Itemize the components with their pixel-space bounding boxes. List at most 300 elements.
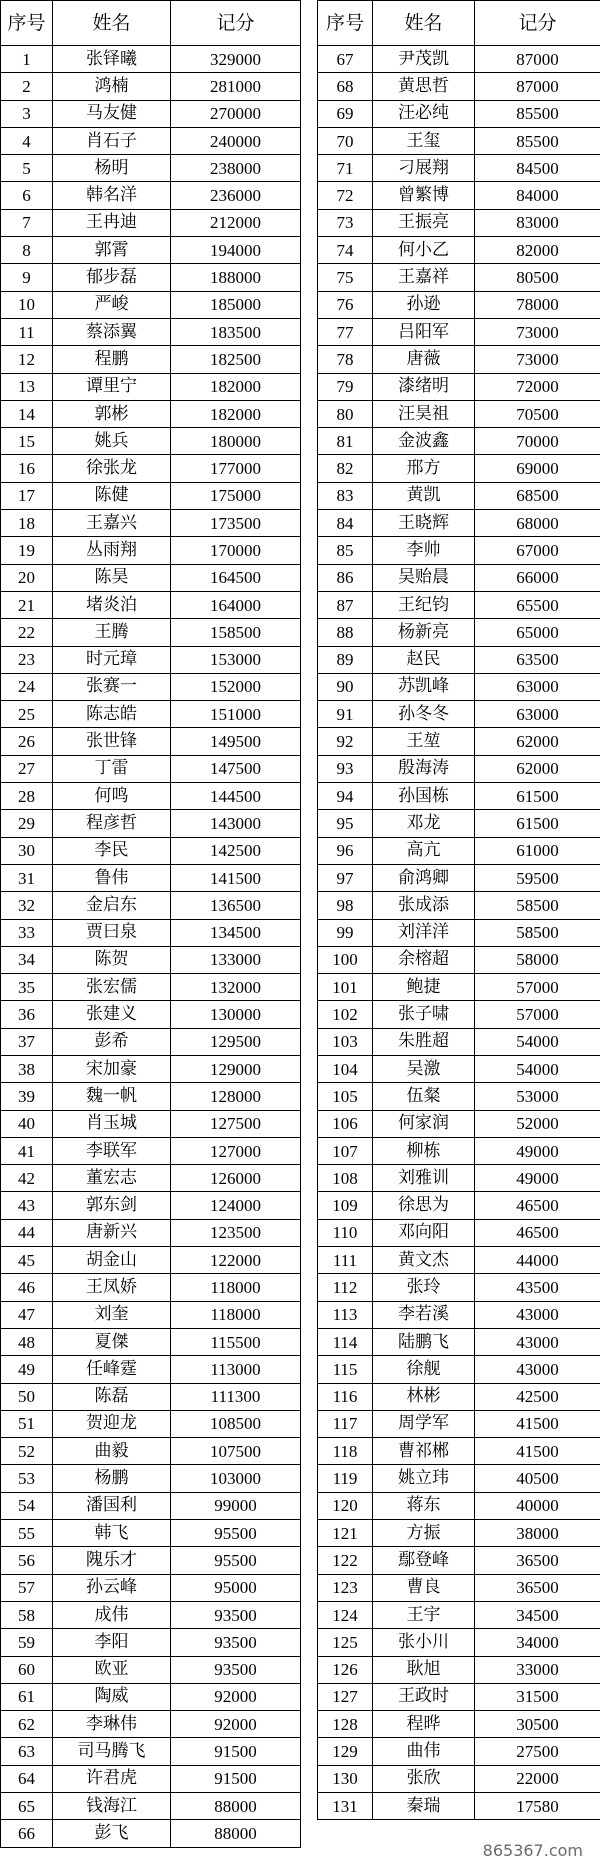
row-score: 80500 xyxy=(475,264,600,291)
table-row xyxy=(318,510,600,537)
row-name: 隗乐才 xyxy=(53,1547,171,1574)
row-score: 92000 xyxy=(171,1711,301,1738)
row-score: 182500 xyxy=(171,346,301,373)
header-row xyxy=(1,1,301,46)
table-row xyxy=(1,264,301,291)
row-score: 46500 xyxy=(475,1219,600,1246)
row-index: 83 xyxy=(318,482,373,509)
row-score: 58500 xyxy=(475,892,600,919)
row-name: 胡金山 xyxy=(53,1247,171,1274)
table-row xyxy=(1,482,301,509)
table-row xyxy=(318,1028,600,1055)
row-index: 39 xyxy=(1,1083,53,1110)
row-score: 57000 xyxy=(475,974,600,1001)
row-name: 张建义 xyxy=(53,1001,171,1028)
row-name: 丛雨翔 xyxy=(53,537,171,564)
row-score: 67000 xyxy=(475,537,600,564)
row-score: 83000 xyxy=(475,209,600,236)
row-name: 黄凯 xyxy=(373,482,475,509)
row-index: 23 xyxy=(1,646,53,673)
table-row xyxy=(1,1028,301,1055)
row-score: 133000 xyxy=(171,946,301,973)
row-score: 62000 xyxy=(475,728,600,755)
row-name: 汪昊祖 xyxy=(373,400,475,427)
row-index: 116 xyxy=(318,1383,373,1410)
row-name: 曹良 xyxy=(373,1574,475,1601)
row-index: 42 xyxy=(1,1165,53,1192)
row-index: 51 xyxy=(1,1410,53,1437)
row-score: 92000 xyxy=(171,1683,301,1710)
row-name: 谭里宁 xyxy=(53,373,171,400)
table-row xyxy=(1,646,301,673)
row-name: 司马腾飞 xyxy=(53,1738,171,1765)
row-index: 36 xyxy=(1,1001,53,1028)
row-index: 94 xyxy=(318,783,373,810)
row-index: 96 xyxy=(318,837,373,864)
table-row xyxy=(1,673,301,700)
row-name: 张成添 xyxy=(373,892,475,919)
row-score: 17580 xyxy=(475,1793,600,1820)
table-row xyxy=(318,919,600,946)
row-score: 87000 xyxy=(475,73,600,100)
row-index: 16 xyxy=(1,455,53,482)
row-index: 59 xyxy=(1,1629,53,1656)
row-score: 41500 xyxy=(475,1438,600,1465)
row-name: 张宏儒 xyxy=(53,974,171,1001)
row-score: 134500 xyxy=(171,919,301,946)
row-name: 王玺 xyxy=(373,127,475,154)
table-row xyxy=(1,400,301,427)
row-index: 105 xyxy=(318,1083,373,1110)
row-index: 130 xyxy=(318,1765,373,1792)
table-row xyxy=(1,1137,301,1164)
row-index: 60 xyxy=(1,1656,53,1683)
row-name: 陈贺 xyxy=(53,946,171,973)
row-index: 118 xyxy=(318,1438,373,1465)
row-score: 129500 xyxy=(171,1028,301,1055)
table-row xyxy=(1,373,301,400)
table-row xyxy=(318,1247,600,1274)
row-name: 张铎曦 xyxy=(53,46,171,73)
table-row xyxy=(1,1438,301,1465)
row-index: 95 xyxy=(318,810,373,837)
table-row xyxy=(1,701,301,728)
row-name: 吴贻晨 xyxy=(373,564,475,591)
row-score: 38000 xyxy=(475,1520,600,1547)
table-row xyxy=(1,1083,301,1110)
row-name: 潘国利 xyxy=(53,1492,171,1519)
table-row xyxy=(318,1055,600,1082)
row-index: 15 xyxy=(1,428,53,455)
table-row xyxy=(318,1356,600,1383)
row-index: 80 xyxy=(318,400,373,427)
row-index: 31 xyxy=(1,864,53,891)
row-index: 102 xyxy=(318,1001,373,1028)
row-index: 3 xyxy=(1,100,53,127)
row-index: 32 xyxy=(1,892,53,919)
table-row xyxy=(1,1410,301,1437)
table-row xyxy=(318,400,600,427)
row-name: 刘雅训 xyxy=(373,1165,475,1192)
row-score: 188000 xyxy=(171,264,301,291)
row-index: 43 xyxy=(1,1192,53,1219)
row-name: 贾曰泉 xyxy=(53,919,171,946)
row-index: 6 xyxy=(1,182,53,209)
row-score: 170000 xyxy=(171,537,301,564)
row-index: 86 xyxy=(318,564,373,591)
row-index: 20 xyxy=(1,564,53,591)
row-score: 53000 xyxy=(475,1083,600,1110)
row-score: 27500 xyxy=(475,1738,600,1765)
row-name: 韩飞 xyxy=(53,1520,171,1547)
table-row xyxy=(318,264,600,291)
table-row xyxy=(318,946,600,973)
table-row xyxy=(1,974,301,1001)
row-name: 王腾 xyxy=(53,619,171,646)
row-name: 方振 xyxy=(373,1520,475,1547)
row-index: 45 xyxy=(1,1247,53,1274)
header-name: 姓名 xyxy=(373,1,475,46)
row-name: 许君虎 xyxy=(53,1765,171,1792)
table-row xyxy=(1,1820,301,1847)
table-row xyxy=(318,373,600,400)
row-name: 杨鹏 xyxy=(53,1465,171,1492)
row-index: 1 xyxy=(1,46,53,73)
row-index: 85 xyxy=(318,537,373,564)
row-score: 49000 xyxy=(475,1165,600,1192)
table-row xyxy=(1,1219,301,1246)
table-row xyxy=(318,291,600,318)
row-name: 陈健 xyxy=(53,482,171,509)
row-name: 刘洋洋 xyxy=(373,919,475,946)
row-index: 29 xyxy=(1,810,53,837)
row-index: 78 xyxy=(318,346,373,373)
table-row xyxy=(318,646,600,673)
row-score: 182000 xyxy=(171,373,301,400)
table-row xyxy=(318,1274,600,1301)
row-name: 程彦哲 xyxy=(53,810,171,837)
row-index: 109 xyxy=(318,1192,373,1219)
row-index: 12 xyxy=(1,346,53,373)
table-row xyxy=(318,1383,600,1410)
table-row xyxy=(318,1301,600,1328)
row-index: 99 xyxy=(318,919,373,946)
table-row xyxy=(1,127,301,154)
row-score: 69000 xyxy=(475,455,600,482)
row-index: 72 xyxy=(318,182,373,209)
row-name: 王嘉祥 xyxy=(373,264,475,291)
row-index: 61 xyxy=(1,1683,53,1710)
row-index: 56 xyxy=(1,1547,53,1574)
row-index: 107 xyxy=(318,1137,373,1164)
row-score: 78000 xyxy=(475,291,600,318)
table-row xyxy=(1,291,301,318)
row-name: 金启东 xyxy=(53,892,171,919)
table-row xyxy=(318,482,600,509)
row-score: 95500 xyxy=(171,1520,301,1547)
row-index: 55 xyxy=(1,1520,53,1547)
row-score: 46500 xyxy=(475,1192,600,1219)
row-index: 65 xyxy=(1,1793,53,1820)
table-row xyxy=(318,864,600,891)
row-name: 陆鹏飞 xyxy=(373,1328,475,1355)
row-index: 76 xyxy=(318,291,373,318)
row-score: 58500 xyxy=(475,919,600,946)
row-index: 106 xyxy=(318,1110,373,1137)
row-score: 95500 xyxy=(171,1547,301,1574)
row-score: 118000 xyxy=(171,1274,301,1301)
row-score: 61500 xyxy=(475,810,600,837)
table-row xyxy=(1,837,301,864)
row-score: 63000 xyxy=(475,673,600,700)
row-index: 73 xyxy=(318,209,373,236)
row-name: 丁雷 xyxy=(53,755,171,782)
row-index: 74 xyxy=(318,237,373,264)
header-index: 序号 xyxy=(318,1,373,46)
row-index: 30 xyxy=(1,837,53,864)
table-row xyxy=(318,237,600,264)
table-row xyxy=(318,1656,600,1683)
row-score: 115500 xyxy=(171,1328,301,1355)
row-index: 2 xyxy=(1,73,53,100)
row-index: 79 xyxy=(318,373,373,400)
row-score: 130000 xyxy=(171,1001,301,1028)
row-name: 成伟 xyxy=(53,1601,171,1628)
table-row xyxy=(1,619,301,646)
row-score: 58000 xyxy=(475,946,600,973)
row-score: 54000 xyxy=(475,1055,600,1082)
row-index: 22 xyxy=(1,619,53,646)
row-score: 122000 xyxy=(171,1247,301,1274)
row-name: 陶威 xyxy=(53,1683,171,1710)
row-index: 92 xyxy=(318,728,373,755)
row-name: 王堃 xyxy=(373,728,475,755)
row-name: 刘奎 xyxy=(53,1301,171,1328)
table-row xyxy=(1,1793,301,1820)
row-score: 68500 xyxy=(475,482,600,509)
row-index: 128 xyxy=(318,1711,373,1738)
row-score: 43000 xyxy=(475,1301,600,1328)
row-score: 152000 xyxy=(171,673,301,700)
table-row xyxy=(318,46,600,73)
table-row xyxy=(318,1137,600,1164)
table-row xyxy=(318,755,600,782)
row-score: 68000 xyxy=(475,510,600,537)
row-index: 49 xyxy=(1,1356,53,1383)
table-row xyxy=(318,783,600,810)
row-score: 173500 xyxy=(171,510,301,537)
row-name: 王嘉兴 xyxy=(53,510,171,537)
table-row xyxy=(318,1711,600,1738)
row-index: 129 xyxy=(318,1738,373,1765)
row-name: 欧亚 xyxy=(53,1656,171,1683)
row-name: 郭彬 xyxy=(53,400,171,427)
row-index: 111 xyxy=(318,1247,373,1274)
row-score: 43000 xyxy=(475,1328,600,1355)
row-name: 蔡添翼 xyxy=(53,318,171,345)
table-row xyxy=(1,1711,301,1738)
row-index: 84 xyxy=(318,510,373,537)
row-score: 65500 xyxy=(475,591,600,618)
row-index: 110 xyxy=(318,1219,373,1246)
row-name: 杨新亮 xyxy=(373,619,475,646)
row-name: 郭霄 xyxy=(53,237,171,264)
row-score: 91500 xyxy=(171,1765,301,1792)
row-score: 212000 xyxy=(171,209,301,236)
table-row xyxy=(1,1001,301,1028)
row-score: 93500 xyxy=(171,1656,301,1683)
row-name: 贺迎龙 xyxy=(53,1410,171,1437)
row-name: 李民 xyxy=(53,837,171,864)
row-index: 57 xyxy=(1,1574,53,1601)
table-row xyxy=(1,1356,301,1383)
row-index: 34 xyxy=(1,946,53,973)
row-name: 鸿楠 xyxy=(53,73,171,100)
row-name: 尹茂凯 xyxy=(373,46,475,73)
row-score: 124000 xyxy=(171,1192,301,1219)
row-index: 4 xyxy=(1,127,53,154)
row-index: 19 xyxy=(1,537,53,564)
table-row xyxy=(1,537,301,564)
row-score: 144500 xyxy=(171,783,301,810)
table-row xyxy=(1,73,301,100)
table-row xyxy=(318,1629,600,1656)
row-score: 194000 xyxy=(171,237,301,264)
row-score: 22000 xyxy=(475,1765,600,1792)
row-name: 严峻 xyxy=(53,291,171,318)
table-row xyxy=(318,1793,600,1820)
table-row xyxy=(1,1383,301,1410)
row-name: 徐思为 xyxy=(373,1192,475,1219)
row-name: 金波鑫 xyxy=(373,428,475,455)
row-name: 郭东剑 xyxy=(53,1192,171,1219)
row-score: 238000 xyxy=(171,155,301,182)
row-name: 张欣 xyxy=(373,1765,475,1792)
row-score: 82000 xyxy=(475,237,600,264)
row-name: 任峰霆 xyxy=(53,1356,171,1383)
table-row xyxy=(318,318,600,345)
row-score: 164500 xyxy=(171,564,301,591)
table-row xyxy=(1,591,301,618)
row-name: 朱胜超 xyxy=(373,1028,475,1055)
table-row xyxy=(1,237,301,264)
row-score: 128000 xyxy=(171,1083,301,1110)
row-index: 14 xyxy=(1,400,53,427)
row-score: 30500 xyxy=(475,1711,600,1738)
row-score: 88000 xyxy=(171,1820,301,1847)
table-row xyxy=(1,1328,301,1355)
row-name: 孙冬冬 xyxy=(373,701,475,728)
table-row xyxy=(318,155,600,182)
row-score: 63000 xyxy=(475,701,600,728)
row-score: 57000 xyxy=(475,1001,600,1028)
row-score: 40000 xyxy=(475,1492,600,1519)
row-score: 136500 xyxy=(171,892,301,919)
row-name: 苏凯峰 xyxy=(373,673,475,700)
row-name: 陈昊 xyxy=(53,564,171,591)
table-row xyxy=(1,1465,301,1492)
row-score: 70000 xyxy=(475,428,600,455)
row-name: 张世锋 xyxy=(53,728,171,755)
row-index: 5 xyxy=(1,155,53,182)
table-row xyxy=(318,673,600,700)
row-name: 时元璋 xyxy=(53,646,171,673)
row-name: 李琳伟 xyxy=(53,1711,171,1738)
table-row xyxy=(318,100,600,127)
row-name: 郁步磊 xyxy=(53,264,171,291)
table-row xyxy=(318,428,600,455)
table-row xyxy=(318,564,600,591)
row-score: 93500 xyxy=(171,1601,301,1628)
row-score: 40500 xyxy=(475,1465,600,1492)
row-index: 66 xyxy=(1,1820,53,1847)
row-score: 43000 xyxy=(475,1356,600,1383)
row-name: 彭飞 xyxy=(53,1820,171,1847)
row-name: 韩名洋 xyxy=(53,182,171,209)
row-name: 黄思哲 xyxy=(373,73,475,100)
row-index: 93 xyxy=(318,755,373,782)
row-index: 127 xyxy=(318,1683,373,1710)
table-row xyxy=(1,1110,301,1137)
row-score: 33000 xyxy=(475,1656,600,1683)
row-score: 42500 xyxy=(475,1383,600,1410)
table-row xyxy=(318,537,600,564)
row-name: 林彬 xyxy=(373,1383,475,1410)
row-index: 48 xyxy=(1,1328,53,1355)
row-score: 281000 xyxy=(171,73,301,100)
row-index: 126 xyxy=(318,1656,373,1683)
table-row xyxy=(318,1410,600,1437)
row-name: 夏傑 xyxy=(53,1328,171,1355)
row-index: 98 xyxy=(318,892,373,919)
row-name: 孙逊 xyxy=(373,291,475,318)
row-index: 89 xyxy=(318,646,373,673)
table-row xyxy=(318,892,600,919)
row-score: 103000 xyxy=(171,1465,301,1492)
row-score: 270000 xyxy=(171,100,301,127)
row-score: 88000 xyxy=(171,1793,301,1820)
table-row xyxy=(318,1165,600,1192)
row-name: 魏一帆 xyxy=(53,1083,171,1110)
table-row xyxy=(1,1547,301,1574)
row-name: 何家润 xyxy=(373,1110,475,1137)
row-name: 肖石子 xyxy=(53,127,171,154)
row-index: 77 xyxy=(318,318,373,345)
row-index: 100 xyxy=(318,946,373,973)
row-index: 40 xyxy=(1,1110,53,1137)
row-index: 88 xyxy=(318,619,373,646)
table-row xyxy=(1,1247,301,1274)
table-row xyxy=(1,1274,301,1301)
row-index: 113 xyxy=(318,1301,373,1328)
row-index: 82 xyxy=(318,455,373,482)
row-name: 余榕超 xyxy=(373,946,475,973)
row-name: 姚兵 xyxy=(53,428,171,455)
table-row xyxy=(1,1574,301,1601)
table-row xyxy=(318,837,600,864)
table-row xyxy=(1,564,301,591)
row-name: 汪必纯 xyxy=(373,100,475,127)
row-name: 王政时 xyxy=(373,1683,475,1710)
row-score: 84500 xyxy=(475,155,600,182)
row-score: 73000 xyxy=(475,346,600,373)
row-score: 153000 xyxy=(171,646,301,673)
row-score: 59500 xyxy=(475,864,600,891)
row-score: 49000 xyxy=(475,1137,600,1164)
table-row xyxy=(318,701,600,728)
row-score: 164000 xyxy=(171,591,301,618)
table-row xyxy=(318,1438,600,1465)
